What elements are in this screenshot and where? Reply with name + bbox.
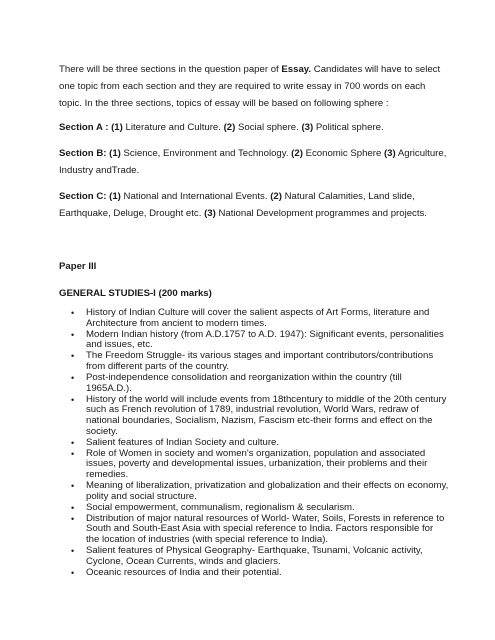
bullet-icon: •	[71, 546, 75, 557]
list-item	[59, 373, 449, 394]
section-a-item-3-text: Political sphere.	[313, 122, 384, 133]
section-b-item-1-num: (1)	[109, 148, 121, 159]
section-a-item-1-num: (1)	[111, 122, 123, 133]
section-b-item-3-num: (3)	[383, 148, 396, 159]
list-item-text: Salient features of Indian Society and culture.	[86, 436, 280, 448]
bullet-icon: •	[71, 373, 75, 384]
section-b-item-2-num: (2)	[291, 148, 303, 159]
list-item	[59, 481, 449, 502]
section-a-item-2-text: Social sphere.	[235, 122, 302, 133]
list-item-text: Modern Indian history (from A.D.1757 to A.D. 1947): Significant events, personalities and issues, etc.	[86, 328, 444, 351]
section-a-item-2-num: (2)	[223, 122, 236, 133]
intro-essay-word: Essay.	[281, 64, 312, 75]
bullet-icon: •	[71, 481, 75, 491]
bullet-icon: •	[71, 567, 75, 578]
list-item	[59, 514, 449, 546]
bullet-icon: •	[71, 329, 75, 340]
intro-text-after: Candidates will have to select one topic from each section and they are required to write essay in 700 words on each topic. In the three sections, topics of essay will be based on following sphere :	[59, 64, 441, 110]
intro-paragraph	[59, 61, 449, 113]
list-item-text: Oceanic resources of India and their potential.	[86, 566, 282, 578]
bullet-icon: •	[71, 502, 75, 513]
list-item	[59, 503, 449, 514]
list-item	[59, 351, 449, 372]
section-c-item-1-text: National and International Events.	[120, 191, 271, 202]
list-item-text: History of the world will include events from 18thcentury to middle of the 20th century such as French revolution of 1789, industrial revolution, World Wars, redraw of national boundaries, Socialism, Nazism, Fascism etc-their forms and effect on the society.	[86, 393, 447, 437]
section-a-item-3-num: (3)	[301, 122, 314, 133]
list-item-text: History of Indian Culture will cover the salient aspects of Art Forms, literature and Architecture from ancient to modern times.	[86, 307, 430, 329]
bullet-icon: •	[71, 308, 75, 318]
bullet-icon: •	[71, 394, 75, 405]
section-c-item-1-num: (1)	[109, 191, 121, 202]
list-item-text: Meaning of liberalization, privatization and globalization and their effects on economy, polity and social structure.	[86, 480, 449, 502]
list-item-text: Post-independence consolidation and reorganization within the country (till 1965A.D.).	[86, 372, 402, 394]
bullet-icon: •	[71, 448, 75, 459]
section-b-label: Section B:	[59, 148, 107, 159]
intro-text-before: There will be three sections in the question paper of	[59, 64, 282, 75]
section-c-label: Section C:	[59, 191, 107, 202]
list-item	[59, 438, 449, 449]
section-b-item-1-text: Science, Environment and Technology.	[120, 148, 292, 159]
section-c-item-2-num: (2)	[270, 191, 282, 202]
paper-title: Paper III	[59, 261, 97, 272]
list-item	[59, 308, 449, 329]
section-b-item-3-text: Agriculture, Industry andTrade.	[59, 148, 447, 177]
list-item	[59, 449, 449, 481]
topics-list	[59, 308, 449, 579]
list-item	[59, 395, 449, 437]
bullet-icon: •	[71, 513, 75, 524]
section-c-paragraph	[59, 188, 449, 222]
section-a-item-1-text: Literature and Culture.	[122, 122, 224, 133]
list-item-text: Role of Women in society and women's organization, population and associated issues, poverty and developmental issues, urbanization, their problems and their remedies.	[86, 447, 428, 480]
section-c-item-3-text: National Development programmes and projects.	[215, 208, 427, 220]
list-item-text: Salient features of Physical Geography- Earthquake, Tsunami, Volcanic activity, Cyclone, Ocean Currents, winds and glaciers.	[86, 545, 423, 567]
section-b-item-2-text: Economic Sphere	[302, 148, 384, 159]
list-item-text: The Freedom Struggle- its various stages and important contributors/contributions from different parts of the country.	[86, 350, 434, 372]
section-c-item-2-text: Natural Calamities, Land slide, Earthquake, Deluge, Drought etc.	[59, 191, 415, 220]
list-item-text: Social empowerment, communalism, regionalism & secularism.	[86, 501, 355, 513]
list-item	[59, 568, 449, 579]
section-a-paragraph	[59, 119, 449, 136]
bullet-icon: •	[71, 437, 75, 448]
section-a-label: Section A :	[59, 122, 109, 133]
list-item	[59, 330, 449, 351]
list-item	[59, 546, 449, 567]
list-item-text: Distribution of major natural resources of World- Water, Soils, Forests in reference to South and South-East Asia with special reference to India. Factors responsible for the location of industries (with special reference to India).	[86, 512, 445, 545]
section-b-paragraph	[59, 145, 449, 179]
general-studies-title: GENERAL STUDIES-I (200 marks)	[59, 288, 212, 299]
section-c-item-3-num: (3)	[204, 208, 216, 220]
bullet-icon: •	[71, 351, 75, 362]
